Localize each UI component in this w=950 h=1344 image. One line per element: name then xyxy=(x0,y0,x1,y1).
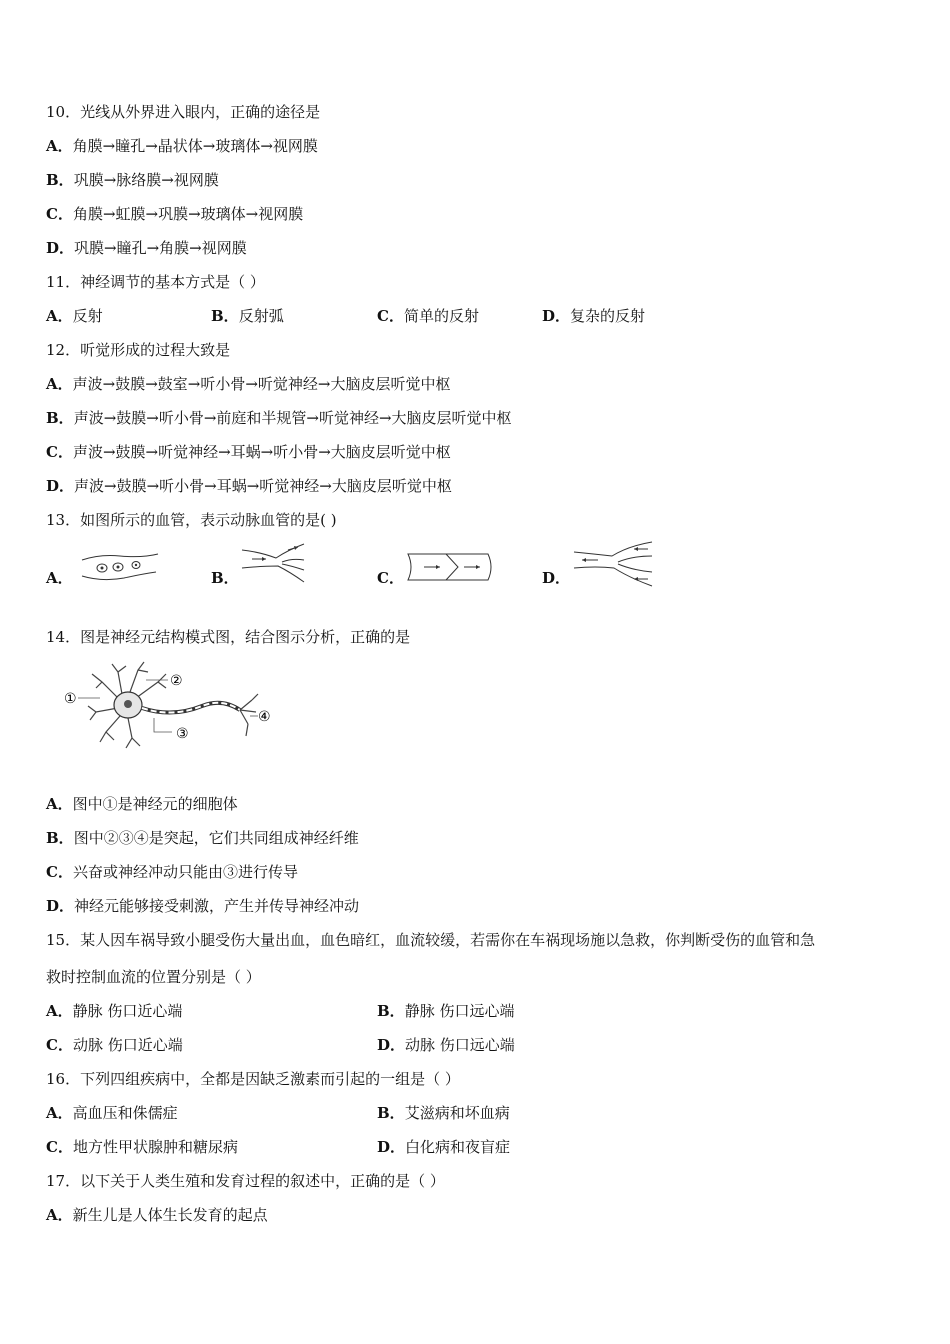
option-label: D． xyxy=(46,897,75,915)
q17-option-a xyxy=(46,1205,268,1225)
option-label: B． xyxy=(46,171,74,189)
option-text: 声波→鼓膜→听小骨→耳蜗→听觉神经→大脑皮层听觉中枢 xyxy=(74,477,452,495)
option-label: C． xyxy=(46,443,73,461)
q13-option-d-label: D． xyxy=(542,569,571,587)
option-label: A． xyxy=(46,137,73,155)
option-text: 复杂的反射 xyxy=(570,307,646,325)
q12-option-a xyxy=(46,374,451,394)
q14-option-d xyxy=(46,896,359,916)
q11-stem: 11．神经调节的基本方式是（ ） xyxy=(46,273,265,291)
option-label: C． xyxy=(46,863,73,881)
q14-stem: 14．图是神经元结构模式图，结合图示分析，正确的是 xyxy=(46,628,411,646)
neuron-diagram xyxy=(62,660,278,754)
q11-option-a xyxy=(46,306,103,326)
q11-option-d xyxy=(542,306,645,326)
option-text: 图中①是神经元的细胞体 xyxy=(72,795,238,813)
option-label: A． xyxy=(46,1104,73,1122)
option-text: 神经元能够接受刺激，产生并传导神经冲动 xyxy=(74,897,360,915)
option-label: A． xyxy=(46,307,73,325)
q15-option-d xyxy=(377,1035,515,1055)
q16-option-a xyxy=(46,1103,178,1123)
option-label: A． xyxy=(46,1002,73,1020)
neuron-label-4: ④ xyxy=(258,709,271,725)
q13-option-b-label: B． xyxy=(211,569,239,587)
option-label: A． xyxy=(46,1206,73,1224)
q12-option-b xyxy=(46,408,512,428)
q12-option-c xyxy=(46,442,451,462)
q14-option-b xyxy=(46,828,359,848)
vein-with-valve-figure xyxy=(406,550,496,584)
option-label: D． xyxy=(542,307,571,325)
option-label: B． xyxy=(211,307,239,325)
q13-option-a-label: A． xyxy=(46,569,73,587)
option-label: C． xyxy=(46,1036,73,1054)
option-text: 角膜→虹膜→巩膜→玻璃体→视网膜 xyxy=(72,205,304,223)
q17-stem: 17．以下关于人类生殖和发育过程的叙述中，正确的是（ ） xyxy=(46,1172,445,1190)
q10-option-d xyxy=(46,238,247,258)
q16-option-d xyxy=(377,1137,510,1157)
option-text: 角膜→瞳孔→晶状体→玻璃体→视网膜 xyxy=(72,137,318,155)
option-label: D． xyxy=(46,239,75,257)
q16-option-b xyxy=(377,1103,510,1123)
option-text: 声波→鼓膜→听觉神经→耳蜗→听小骨→大脑皮层听觉中枢 xyxy=(72,443,451,461)
q12-stem: 12．听觉形成的过程大致是 xyxy=(46,341,231,359)
option-label: D． xyxy=(377,1138,406,1156)
q10-option-c xyxy=(46,204,303,224)
q10-option-b xyxy=(46,170,219,190)
q14-option-a xyxy=(46,794,238,814)
q15-option-a xyxy=(46,1001,182,1021)
q11-option-b xyxy=(211,306,284,326)
q15-option-b xyxy=(377,1001,514,1021)
option-text: 声波→鼓膜→听小骨→前庭和半规管→听觉神经→大脑皮层听觉中枢 xyxy=(73,409,512,427)
option-label: C． xyxy=(377,307,404,325)
option-text: 高血压和侏儒症 xyxy=(72,1104,178,1122)
option-text: 静脉 伤口近心端 xyxy=(72,1002,183,1020)
option-label: C． xyxy=(46,205,73,223)
option-text: 巩膜→瞳孔→角膜→视网膜 xyxy=(74,239,247,257)
option-label: D． xyxy=(377,1036,406,1054)
option-label: A． xyxy=(46,795,73,813)
option-label: B． xyxy=(377,1104,405,1122)
q15-stem-line2: 救时控制血流的位置分别是（ ） xyxy=(46,968,261,986)
capillary-figure xyxy=(80,550,160,586)
option-text: 新生儿是人体生长发育的起点 xyxy=(72,1206,268,1224)
option-label: A． xyxy=(46,375,73,393)
branching-vessel-figure xyxy=(240,542,306,586)
q15-option-c xyxy=(46,1035,183,1055)
option-text: 地方性甲状腺肿和糖尿病 xyxy=(72,1138,238,1156)
q11-option-c xyxy=(377,306,479,326)
neuron-label-3: ③ xyxy=(176,726,189,742)
q13-stem: 13．如图所示的血管，表示动脉血管的是( ) xyxy=(46,511,337,529)
q16-option-c xyxy=(46,1137,238,1157)
option-text: 声波→鼓膜→鼓室→听小骨→听觉神经→大脑皮层听觉中枢 xyxy=(72,375,451,393)
q13-option-c-label: C． xyxy=(377,569,404,587)
q15-stem-line1: 15．某人因车祸导致小腿受伤大量出血，血色暗红，血流较缓，若需你在车祸现场施以急救，你判断受伤的血管和急 xyxy=(46,931,816,949)
option-text: 动脉 伤口近心端 xyxy=(72,1036,183,1054)
option-text: 巩膜→脉络膜→视网膜 xyxy=(73,171,219,189)
option-text: 简单的反射 xyxy=(403,307,479,325)
option-label: C． xyxy=(46,1138,73,1156)
option-text: 动脉 伤口远心端 xyxy=(405,1036,515,1054)
q10-stem: 10．光线从外界进入眼内，正确的途径是 xyxy=(46,103,321,121)
option-text: 白化病和夜盲症 xyxy=(405,1138,511,1156)
option-label: B． xyxy=(377,1002,405,1020)
q16-stem: 16．下列四组疾病中，全都是因缺乏激素而引起的一组是（ ） xyxy=(46,1070,460,1088)
option-label: B． xyxy=(46,829,74,847)
converging-vessel-figure xyxy=(572,540,654,588)
option-text: 静脉 伤口远心端 xyxy=(404,1002,515,1020)
option-text: 兴奋或神经冲动只能由③进行传导 xyxy=(72,863,298,881)
option-text: 艾滋病和坏血病 xyxy=(404,1104,510,1122)
neuron-label-2: ② xyxy=(170,673,183,689)
option-text: 反射弧 xyxy=(238,307,284,325)
option-text: 图中②③④是突起，它们共同组成神经纤维 xyxy=(73,829,359,847)
neuron-label-1: ① xyxy=(64,691,77,707)
q14-option-c xyxy=(46,862,298,882)
option-label: D． xyxy=(46,477,75,495)
q10-option-a xyxy=(46,136,318,156)
option-label: B． xyxy=(46,409,74,427)
option-text: 反射 xyxy=(72,307,103,325)
q12-option-d xyxy=(46,476,452,496)
